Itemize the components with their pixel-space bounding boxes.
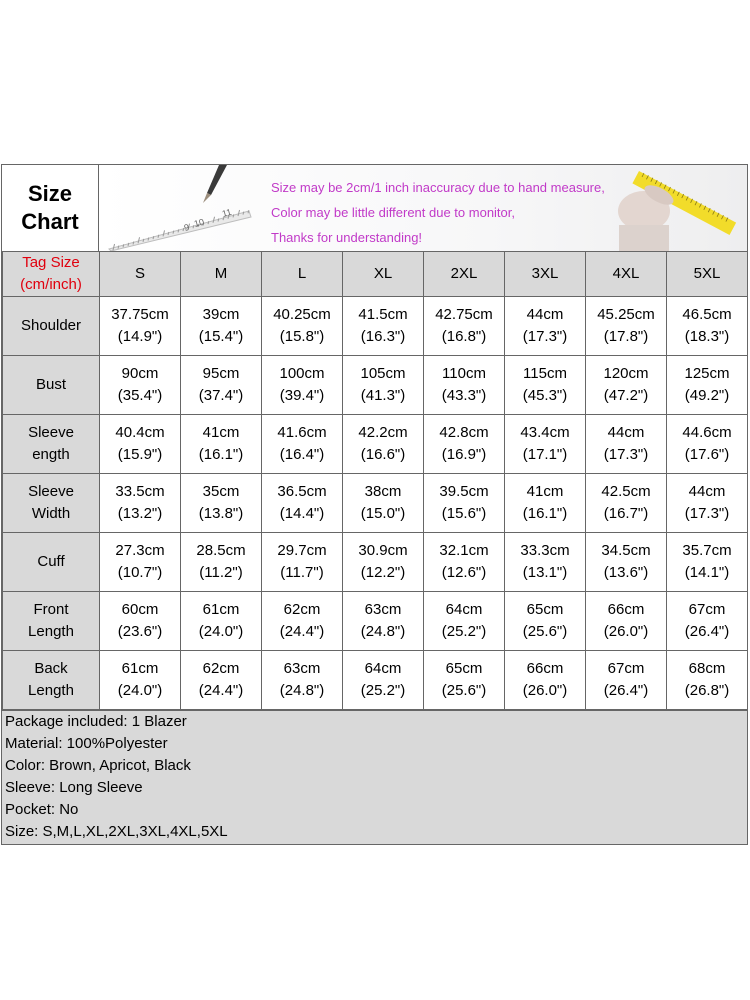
measurement-inch: (10.7") <box>117 564 163 581</box>
measurement-label: Cuff <box>3 533 100 592</box>
product-details <box>2 710 747 844</box>
measurement-inch: (17.3") <box>684 505 730 522</box>
size-chart <box>1 164 748 845</box>
measurement-cm: 64cm <box>445 601 483 618</box>
measurement-inch: (14.4") <box>279 505 325 522</box>
measurement-row <box>3 592 748 651</box>
measurement-cm: 35.7cm <box>682 542 732 559</box>
measurement-inch: (25.6") <box>522 623 568 640</box>
measurement-cm: 44cm <box>607 424 645 441</box>
measurement-cm: 41cm <box>526 483 564 500</box>
measurement-row <box>3 533 748 592</box>
measurement-inch: (12.6") <box>441 564 487 581</box>
measurement-cell <box>586 651 667 710</box>
measurement-row <box>3 297 748 356</box>
measurement-inch: (16.6") <box>360 446 406 463</box>
measurement-inch: (16.4") <box>279 446 325 463</box>
measurement-cm: 120cm <box>603 365 649 382</box>
measurement-cm: 42.75cm <box>435 306 493 323</box>
measurement-cell <box>100 356 181 415</box>
size-header-cell: S <box>100 252 181 297</box>
detail-color: Color: Brown, Apricot, Black <box>5 757 191 774</box>
measurement-cell <box>667 297 748 356</box>
measurement-inch: (18.3") <box>684 328 730 345</box>
measurement-inch: (13.6") <box>603 564 649 581</box>
size-header-cell: 5XL <box>667 252 748 297</box>
measurement-row <box>3 415 748 474</box>
measurement-inch: (26.8") <box>684 682 730 699</box>
measurement-inch: (16.7") <box>603 505 649 522</box>
measurement-cm: 67cm <box>688 601 726 618</box>
measurement-inch: (13.1") <box>522 564 568 581</box>
measurement-cell <box>262 474 343 533</box>
measurement-inch: (15.6") <box>441 505 487 522</box>
detail-package: Package included: 1 Blazer <box>5 713 187 730</box>
measurement-inch: (49.2") <box>684 387 730 404</box>
measurement-cm: 44cm <box>526 306 564 323</box>
size-header-cell: XL <box>343 252 424 297</box>
measurement-cell <box>667 533 748 592</box>
measurement-cell <box>181 651 262 710</box>
measurement-cell <box>667 651 748 710</box>
measurement-cell <box>181 533 262 592</box>
note-line: Size may be 2cm/1 inch inaccuracy due to hand measure, <box>271 180 605 195</box>
chart-title-line2: Chart <box>21 209 79 234</box>
measurement-cell <box>505 415 586 474</box>
measurement-inch: (24.8") <box>279 682 325 699</box>
measurement-cell <box>100 415 181 474</box>
svg-text:9: 9 <box>182 221 191 233</box>
measurement-inch: (12.2") <box>360 564 406 581</box>
size-header-cell: 4XL <box>586 252 667 297</box>
measurement-cell <box>667 415 748 474</box>
measurement-inch: (26.0") <box>603 623 649 640</box>
measurement-inch: (15.8") <box>279 328 325 345</box>
svg-text:11: 11 <box>220 206 233 219</box>
measurement-cell <box>505 651 586 710</box>
measurement-cell <box>505 356 586 415</box>
measurement-cm: 90cm <box>121 365 159 382</box>
measurement-cell <box>181 297 262 356</box>
measurement-inch: (13.8") <box>198 505 244 522</box>
measurement-cm: 42.8cm <box>439 424 489 441</box>
measurement-cm: 46.5cm <box>682 306 732 323</box>
measurement-row <box>3 651 748 710</box>
measurement-cell <box>667 356 748 415</box>
chart-title <box>2 165 99 251</box>
measurement-cm: 65cm <box>445 660 483 677</box>
measurement-inch: (43.3") <box>441 387 487 404</box>
chart-title-line1: Size <box>27 181 73 206</box>
chart-banner <box>2 165 747 252</box>
measurement-cm: 41cm <box>202 424 240 441</box>
measurement-notes <box>271 175 605 250</box>
measurement-cm: 61cm <box>121 660 159 677</box>
measurement-cell <box>667 592 748 651</box>
measurement-cell <box>181 356 262 415</box>
measurement-cm: 65cm <box>526 601 564 618</box>
measurement-row <box>3 474 748 533</box>
measurement-label: Back Length <box>3 651 100 710</box>
measurement-label: Front Length <box>3 592 100 651</box>
size-header-cell: L <box>262 252 343 297</box>
measurement-inch: (39.4") <box>279 387 325 404</box>
measurement-cm: 66cm <box>526 660 564 677</box>
measurement-cell <box>586 415 667 474</box>
measurement-cm: 43.4cm <box>520 424 570 441</box>
measurement-cell <box>586 474 667 533</box>
measurement-cm: 110cm <box>442 365 486 382</box>
size-header-row <box>3 252 748 297</box>
measurement-cell <box>100 297 181 356</box>
measurement-inch: (26.0") <box>522 682 568 699</box>
svg-text:10: 10 <box>192 216 206 229</box>
measurement-label: Sleeve Width <box>3 474 100 533</box>
measurement-cell <box>343 297 424 356</box>
size-header-cell: M <box>181 252 262 297</box>
measurement-inch: (25.6") <box>441 682 487 699</box>
measurement-cell <box>100 592 181 651</box>
measurement-cm: 37.75cm <box>111 306 169 323</box>
measurement-inch: (41.3") <box>360 387 406 404</box>
measurement-cell <box>262 297 343 356</box>
measurement-cell <box>181 592 262 651</box>
measurement-cell <box>100 533 181 592</box>
measurement-cell <box>424 356 505 415</box>
measurement-inch: (17.3") <box>603 446 649 463</box>
measurement-cell <box>262 415 343 474</box>
measurement-cell <box>586 592 667 651</box>
measurement-inch: (24.4") <box>198 682 244 699</box>
measurement-cm: 34.5cm <box>601 542 651 559</box>
measurement-cell <box>505 297 586 356</box>
measurement-cell <box>100 474 181 533</box>
detail-material: Material: 100%Polyester <box>5 735 168 752</box>
measurement-inch: (37.4") <box>198 387 244 404</box>
measurement-inch: (16.1") <box>522 505 568 522</box>
measurement-inch: (13.2") <box>117 505 163 522</box>
measurement-inch: (17.6") <box>684 446 730 463</box>
measurement-inch: (16.9") <box>441 446 487 463</box>
size-header-cell: 2XL <box>424 252 505 297</box>
measurement-cm: 60cm <box>121 601 159 618</box>
measurement-cell <box>343 356 424 415</box>
measurement-inch: (26.4") <box>603 682 649 699</box>
measurement-cm: 35cm <box>202 483 240 500</box>
size-header-cell: 3XL <box>505 252 586 297</box>
measurement-cell <box>424 533 505 592</box>
measurement-row <box>3 356 748 415</box>
measurement-cm: 29.7cm <box>277 542 327 559</box>
measurement-cm: 115cm <box>523 365 567 382</box>
measurement-cell <box>424 415 505 474</box>
measurement-inch: (35.4") <box>117 387 163 404</box>
measurement-inch: (24.8") <box>360 623 406 640</box>
measurement-cm: 28.5cm <box>196 542 246 559</box>
measurement-cm: 40.25cm <box>273 306 331 323</box>
measurement-cell <box>100 651 181 710</box>
measurement-inch: (16.1") <box>198 446 244 463</box>
measurement-inch: (14.1") <box>684 564 730 581</box>
measurement-cell <box>343 533 424 592</box>
measurement-inch: (15.4") <box>198 328 244 345</box>
measurement-cm: 44cm <box>688 483 726 500</box>
measurement-inch: (45.3") <box>522 387 568 404</box>
measurement-inch: (11.2") <box>199 564 243 581</box>
measurement-cell <box>262 356 343 415</box>
measurement-cell <box>505 592 586 651</box>
measurement-cell <box>262 651 343 710</box>
measurement-cm: 44.6cm <box>682 424 732 441</box>
measurement-inch: (25.2") <box>441 623 487 640</box>
measurement-cm: 63cm <box>283 660 321 677</box>
measurement-inch: (15.0") <box>360 505 406 522</box>
measurement-cm: 66cm <box>607 601 645 618</box>
measurement-cell <box>181 474 262 533</box>
measurement-cm: 62cm <box>202 660 240 677</box>
measurement-label: Bust <box>3 356 100 415</box>
measurement-cell <box>505 474 586 533</box>
measurement-inch: (16.8") <box>441 328 487 345</box>
measurement-cm: 39cm <box>202 306 240 323</box>
measurement-cell <box>343 415 424 474</box>
measurement-inch: (11.7") <box>280 564 324 581</box>
note-line: Thanks for understanding! <box>271 230 423 245</box>
measurement-cm: 45.25cm <box>597 306 655 323</box>
detail-size: Size: S,M,L,XL,2XL,3XL,4XL,5XL <box>5 823 228 840</box>
measurement-cell <box>343 651 424 710</box>
measurement-cell <box>586 297 667 356</box>
measurement-cell <box>586 356 667 415</box>
measurement-inch: (17.8") <box>603 328 649 345</box>
pencil-icon <box>203 165 227 203</box>
measurement-cm: 95cm <box>202 365 240 382</box>
measurement-inch: (25.2") <box>360 682 406 699</box>
measurement-inch: (24.0") <box>198 623 244 640</box>
measurement-cell <box>262 592 343 651</box>
detail-pocket: Pocket: No <box>5 801 79 818</box>
measurement-cm: 68cm <box>688 660 726 677</box>
detail-sleeve: Sleeve: Long Sleeve <box>5 779 143 796</box>
measurement-cell <box>424 592 505 651</box>
ruler-icon <box>109 207 251 251</box>
measurement-cm: 32.1cm <box>439 542 489 559</box>
measurement-cell <box>667 474 748 533</box>
measurement-cm: 36.5cm <box>277 483 327 500</box>
measurement-inch: (26.4") <box>684 623 730 640</box>
measurement-cm: 38cm <box>364 483 402 500</box>
measurement-cell <box>262 533 343 592</box>
tag-size-label: Tag Size (cm/inch) <box>3 252 100 297</box>
measurement-inch: (24.4") <box>279 623 325 640</box>
measurement-inch: (17.1") <box>522 446 568 463</box>
measurement-cell <box>424 297 505 356</box>
measurement-cm: 100cm <box>279 365 325 382</box>
measurement-label: Sleeve ength <box>3 415 100 474</box>
measurement-cm: 42.5cm <box>601 483 651 500</box>
measurement-cm: 33.5cm <box>115 483 165 500</box>
measurement-inch: (24.0") <box>117 682 163 699</box>
measurement-cm: 64cm <box>364 660 402 677</box>
measurement-inch: (16.3") <box>360 328 406 345</box>
measurement-cm: 41.6cm <box>277 424 327 441</box>
measurement-label: Shoulder <box>3 297 100 356</box>
size-table <box>2 251 748 710</box>
measurement-cm: 33.3cm <box>520 542 570 559</box>
measurement-cell <box>343 474 424 533</box>
measurement-cm: 39.5cm <box>439 483 489 500</box>
measurement-cm: 62cm <box>283 601 321 618</box>
measurement-cm: 105cm <box>360 365 406 382</box>
measurement-cell <box>424 651 505 710</box>
measurement-inch: (15.9") <box>117 446 163 463</box>
note-line: Color may be little different due to monitor, <box>271 205 515 220</box>
measurement-cell <box>181 415 262 474</box>
measurement-cell <box>586 533 667 592</box>
measurement-cm: 63cm <box>364 601 402 618</box>
measurement-cm: 40.4cm <box>115 424 165 441</box>
measurement-cm: 41.5cm <box>358 306 408 323</box>
measurement-inch: (47.2") <box>603 387 649 404</box>
measurement-cm: 67cm <box>607 660 645 677</box>
measurement-cell <box>505 533 586 592</box>
measurement-cm: 27.3cm <box>115 542 165 559</box>
measurement-cm: 42.2cm <box>358 424 408 441</box>
measurement-cm: 125cm <box>684 365 730 382</box>
measurement-cm: 61cm <box>202 601 240 618</box>
banner-illustration <box>99 165 747 251</box>
measurement-cell <box>424 474 505 533</box>
measurement-cm: 30.9cm <box>358 542 408 559</box>
measurement-inch: (23.6") <box>117 623 163 640</box>
measurement-cell <box>343 592 424 651</box>
measurement-inch: (17.3") <box>522 328 568 345</box>
measurement-inch: (14.9") <box>117 328 163 345</box>
